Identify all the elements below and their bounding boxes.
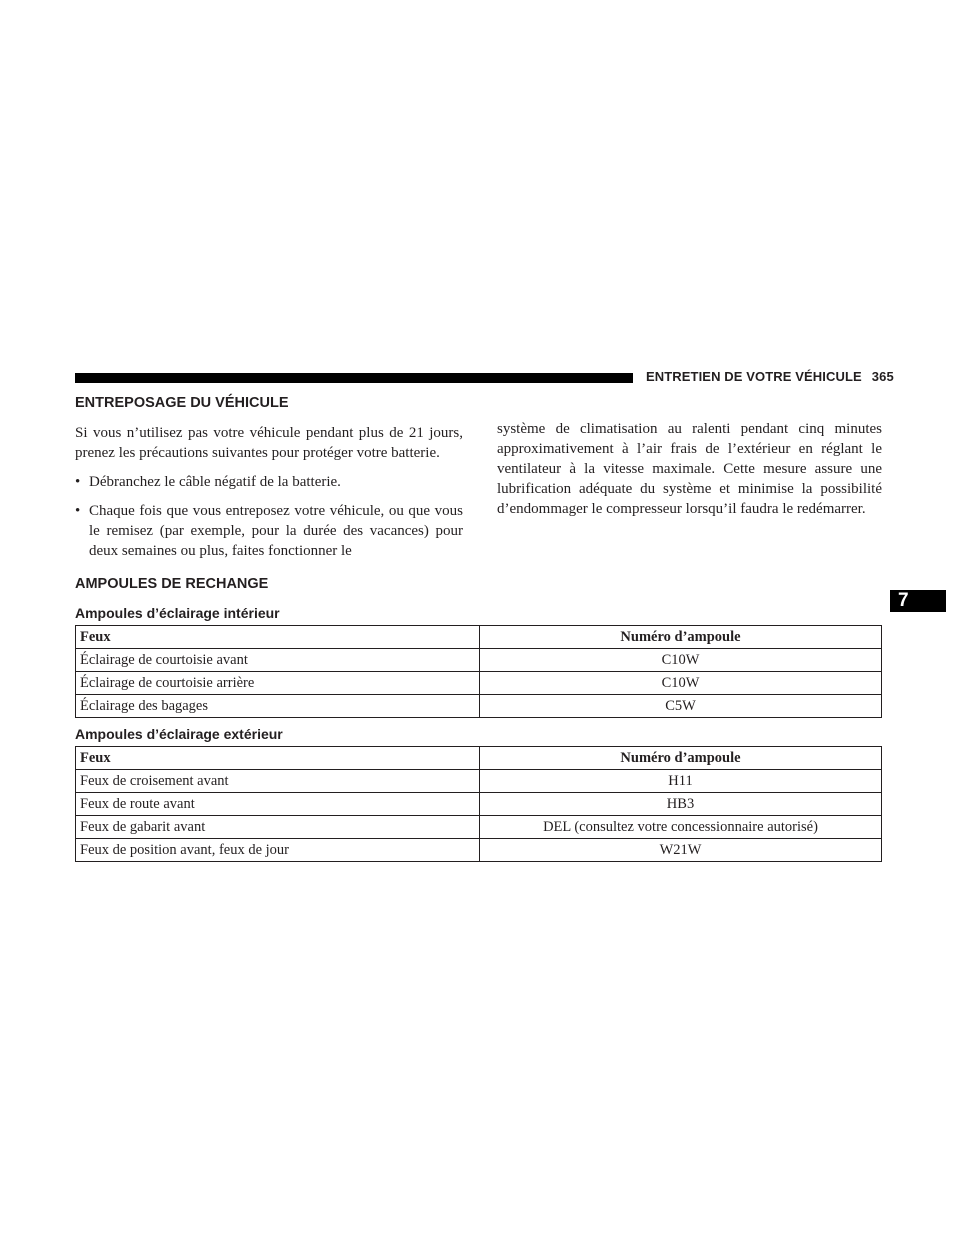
cell-bulb: W21W xyxy=(480,839,882,862)
cell-bulb: DEL (consultez votre concessionnaire autorisé) xyxy=(480,816,882,839)
bullet-text: Débranchez le câble négatif de la batterie. xyxy=(89,474,341,490)
chapter-tab: 7 xyxy=(890,590,946,612)
cell-light: Feux de route avant xyxy=(76,793,480,816)
bullet-text: Chaque fois que vous entreposez votre véhicule, ou que vous le remisez (par exemple, pour la durée des vacances) pour deux semaines ou plus, faites fonctionner le xyxy=(89,503,463,559)
running-header xyxy=(646,369,894,384)
cell-bulb: C10W xyxy=(480,672,882,695)
cell-light: Éclairage de courtoisie avant xyxy=(76,649,480,672)
table-row xyxy=(76,672,882,695)
section-title-storage: ENTREPOSAGE DU VÉHICULE xyxy=(75,395,289,411)
left-column xyxy=(75,394,463,561)
table-header-row xyxy=(76,747,882,770)
cell-light: Feux de position avant, feux de jour xyxy=(76,839,480,862)
table-row xyxy=(76,770,882,793)
bullet-icon: • xyxy=(75,474,81,490)
section-title-bulbs: AMPOULES DE RECHANGE xyxy=(75,576,269,592)
storage-continuation: système de climatisation au ralenti pendant cinq minutes approximativement à l’air frais de l’extérieur en réglant le ventilateur à la vitesse maximale. Cette mesure assure une lubrification adéquate du système et minimise la possibilité d’endommager le compresseur lorsqu’il faudra le redémarrer. xyxy=(497,421,882,517)
table-row xyxy=(76,649,882,672)
table-header-row xyxy=(76,626,882,649)
exterior-bulbs-title: Ampoules d’éclairage extérieur xyxy=(75,726,283,742)
chapter-title: ENTRETIEN DE VOTRE VÉHICULE xyxy=(646,369,862,384)
header-rule xyxy=(75,373,633,383)
interior-heading-wrap xyxy=(75,604,280,622)
cell-light: Feux de croisement avant xyxy=(76,770,480,793)
interior-bulbs-table xyxy=(75,625,882,718)
table-row xyxy=(76,695,882,718)
table-row xyxy=(76,839,882,862)
cell-bulb: C10W xyxy=(480,649,882,672)
bullet-item xyxy=(75,472,463,492)
cell-light: Feux de gabarit avant xyxy=(76,816,480,839)
column-header-bulb-number: Numéro d’ampoule xyxy=(480,626,882,649)
bullet-item xyxy=(75,501,463,561)
section-bulbs xyxy=(75,575,268,593)
exterior-bulbs-table xyxy=(75,746,882,862)
column-header-lights: Feux xyxy=(76,626,480,649)
cell-bulb: H11 xyxy=(480,770,882,793)
right-column xyxy=(497,419,882,519)
table-row xyxy=(76,793,882,816)
column-header-bulb-number: Numéro d’ampoule xyxy=(480,747,882,770)
cell-light: Éclairage de courtoisie arrière xyxy=(76,672,480,695)
cell-light: Éclairage des bagages xyxy=(76,695,480,718)
bullet-icon: • xyxy=(75,503,81,519)
storage-intro: Si vous n’utilisez pas votre véhicule pendant plus de 21 jours, prenez les précautions suivantes pour protéger votre batterie. xyxy=(75,425,463,461)
table-row xyxy=(76,816,882,839)
exterior-heading-wrap xyxy=(75,725,283,743)
cell-bulb: C5W xyxy=(480,695,882,718)
page-number: 365 xyxy=(871,369,894,384)
cell-bulb: HB3 xyxy=(480,793,882,816)
interior-bulbs-title: Ampoules d’éclairage intérieur xyxy=(75,605,280,621)
column-header-lights: Feux xyxy=(76,747,480,770)
